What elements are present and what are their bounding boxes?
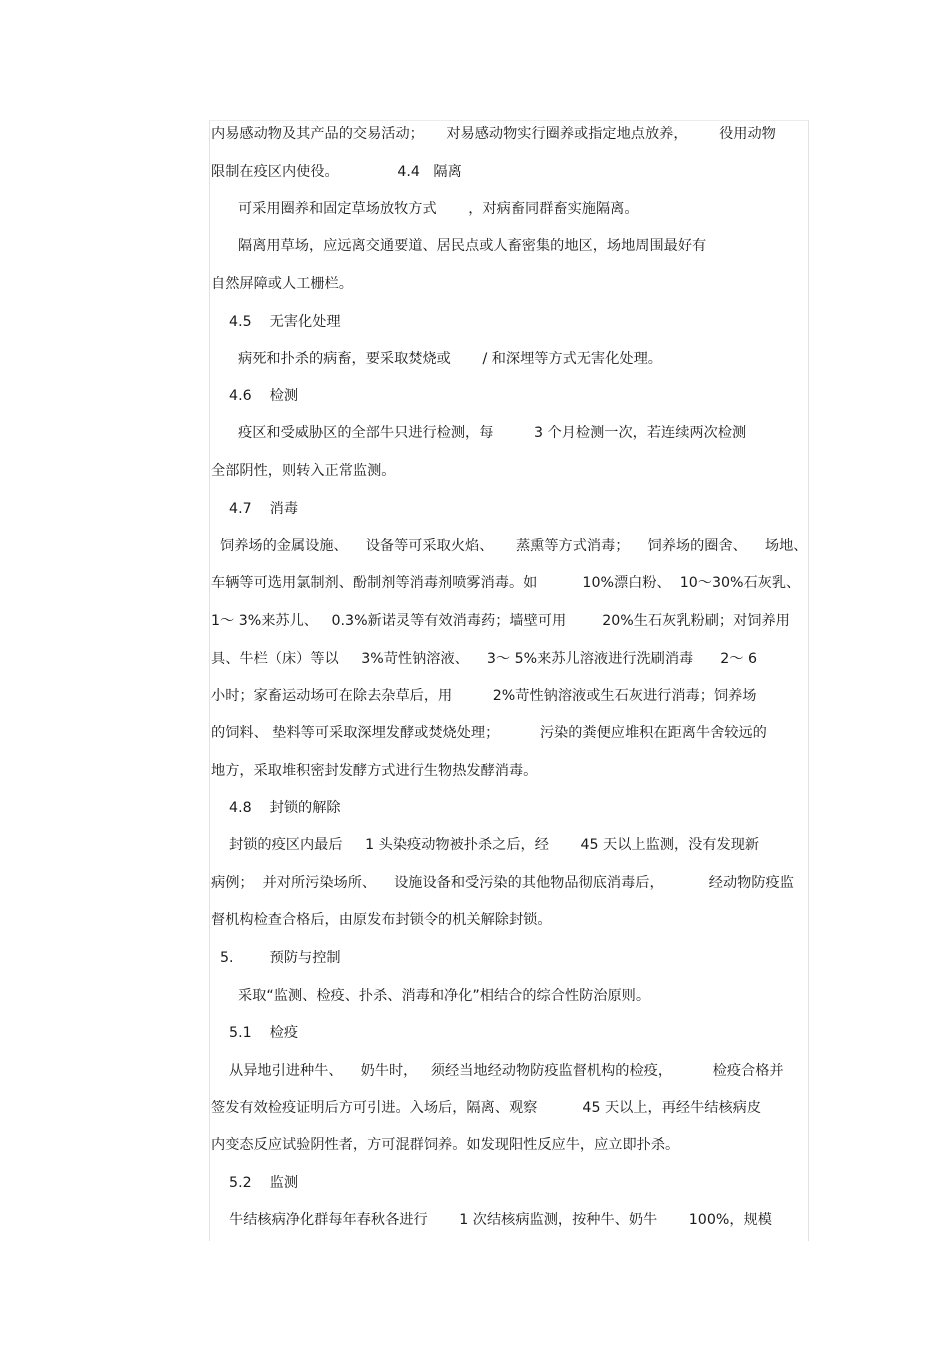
text-line: 内变态反应试验阴性者，方可混群饲养。如发现阳性反应牛，应立即扑杀。: [211, 1137, 680, 1153]
text-line: 的饲料、 垫料等可采取深埋发酵或焚烧处理； 污染的粪便应堆积在距离牛舍较远的: [211, 725, 767, 741]
section-heading: 4.8 封锁的解除: [211, 800, 341, 816]
text-line: 牛结核病净化群每年春秋各进行 1 次结核病监测，按种牛、奶牛 100%，规模: [211, 1212, 772, 1228]
text-line: 封锁的疫区内最后 1 头染疫动物被扑杀之后，经 45 天以上监测，没有发现新: [211, 837, 760, 853]
text-line: 病例； 并对所污染场所、 设施设备和受污染的其他物品彻底消毒后， 经动物防疫监: [211, 875, 794, 891]
text-line: 地方，采取堆积密封发酵方式进行生物热发酵消毒。: [211, 763, 538, 779]
text-line: 限制在疫区内使役。 4.4 隔离: [211, 164, 462, 180]
text-line: 督机构检查合格后，由原发布封锁令的机关解除封锁。: [211, 912, 552, 928]
text-line: 小时；家畜运动场可在除去杂草后，用 2%苛性钠溶液或生石灰进行消毒；饲养场: [211, 688, 757, 704]
section-heading: 4.6 检测: [211, 388, 299, 404]
text-line: 内易感动物及其产品的交易活动； 对易感动物实行圈养或指定地点放养， 役用动物: [211, 126, 776, 142]
text-line: 病死和扑杀的病畜，要采取焚烧或 / 和深埋等方式无害化处理。: [211, 351, 662, 367]
section-heading: 5.2 监测: [211, 1175, 299, 1191]
text-line: 从异地引进种牛、 奶牛时， 须经当地经动物防疫监督机构的检疫， 检疫合格并: [211, 1063, 784, 1079]
text-line: 疫区和受威胁区的全部牛只进行检测，每 3 个月检测一次，若连续两次检测: [211, 425, 747, 441]
text-line: 饲养场的金属设施、 设备等可采取火焰、 蒸熏等方式消毒； 饲养场的圈舍、 场地、: [211, 538, 808, 554]
text-line: 具、牛栏（床）等以 3%苛性钠溶液、 3～ 5%来苏儿溶液进行洗刷消毒 2～ 6: [211, 651, 758, 667]
text-line: 车辆等可选用氯制剂、酚制剂等消毒剂喷雾消毒。如 10%漂白粉、 10～30%石灰乳、: [211, 575, 801, 591]
text-line: 隔离用草场，应远离交通要道、居民点或人畜密集的地区，场地周围最好有: [211, 238, 707, 254]
section-heading: 4.5 无害化处理: [211, 314, 341, 330]
text-line: 自然屏障或人工栅栏。: [211, 276, 353, 292]
text-line: 1～ 3%来苏儿、 0.3%新诺灵等有效消毒药；墙壁可用 20%生石灰乳粉刷；对饲养用: [211, 613, 790, 629]
text-line: 全部阴性，则转入正常监测。: [211, 463, 396, 479]
section-heading: 5.1 检疫: [211, 1025, 299, 1041]
section-heading: 4.7 消毒: [211, 501, 299, 517]
text-line: 可采用圈养和固定草场放牧方式 ，对病畜同群畜实施隔离。: [211, 201, 639, 217]
text-line: 签发有效检疫证明后方可引进。入场后，隔离、观察 45 天以上，再经牛结核病皮: [211, 1100, 762, 1116]
text-line: 采取“监测、检疫、扑杀、消毒和净化”相结合的综合性防治原则。: [211, 988, 651, 1004]
section-heading: 5. 预防与控制: [211, 950, 341, 966]
